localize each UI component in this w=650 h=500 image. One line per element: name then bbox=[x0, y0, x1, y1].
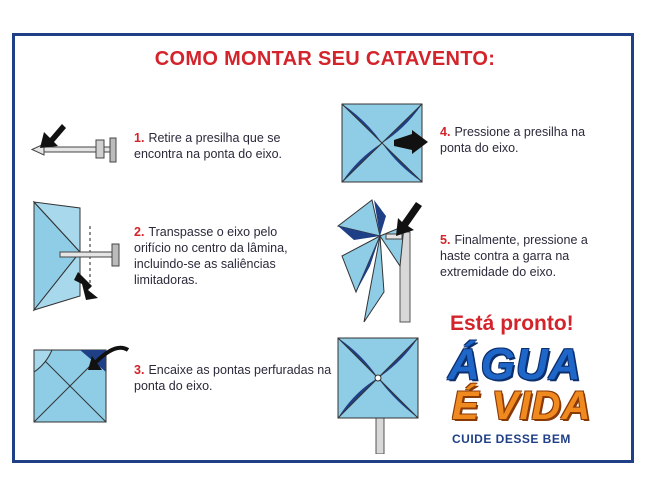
step-5 bbox=[440, 232, 605, 280]
logo-line-1: ÁGUA bbox=[448, 340, 582, 389]
step-text: Encaixe as pontas perfuradas na ponta do eixo. bbox=[134, 363, 332, 393]
step-text: Retire a presilha que se encontra na ponta do eixo. bbox=[134, 131, 283, 161]
logo-tagline: CUIDE DESSE BEM bbox=[452, 432, 571, 446]
page-title: COMO MONTAR SEU CATAVENTO: bbox=[154, 48, 496, 70]
step-number: 4. bbox=[440, 125, 451, 139]
logo-line-2: É VIDA bbox=[452, 384, 592, 428]
step-text: Finalmente, pressione a haste contra a garra na extremidade do eixo. bbox=[440, 233, 588, 279]
step1-axle-illustration bbox=[28, 118, 128, 178]
step-4 bbox=[440, 124, 605, 156]
step-2 bbox=[134, 224, 314, 288]
step-number: 5. bbox=[440, 233, 451, 247]
final-pinwheel-illustration bbox=[332, 334, 432, 454]
step-text: Transpasse o eixo pelo orifício no centro da lâmina, incluindo-se as saliências limitadoras. bbox=[134, 225, 288, 287]
step-number: 2. bbox=[134, 225, 145, 239]
step3-blade-illustration bbox=[30, 336, 130, 430]
step-text: Pressione a presilha na ponta do eixo. bbox=[440, 125, 586, 155]
arrow-icon bbox=[396, 202, 422, 236]
arrow-icon bbox=[40, 124, 66, 148]
step5-pinwheel-illustration bbox=[334, 196, 434, 326]
ready-heading: Está pronto! bbox=[450, 312, 574, 335]
step-number: 3. bbox=[134, 363, 145, 377]
step4-pinwheel-illustration bbox=[336, 100, 432, 186]
step-number: 1. bbox=[134, 131, 145, 145]
step-3 bbox=[134, 362, 334, 394]
step-1 bbox=[134, 130, 324, 162]
step2-blade-illustration bbox=[30, 198, 130, 314]
